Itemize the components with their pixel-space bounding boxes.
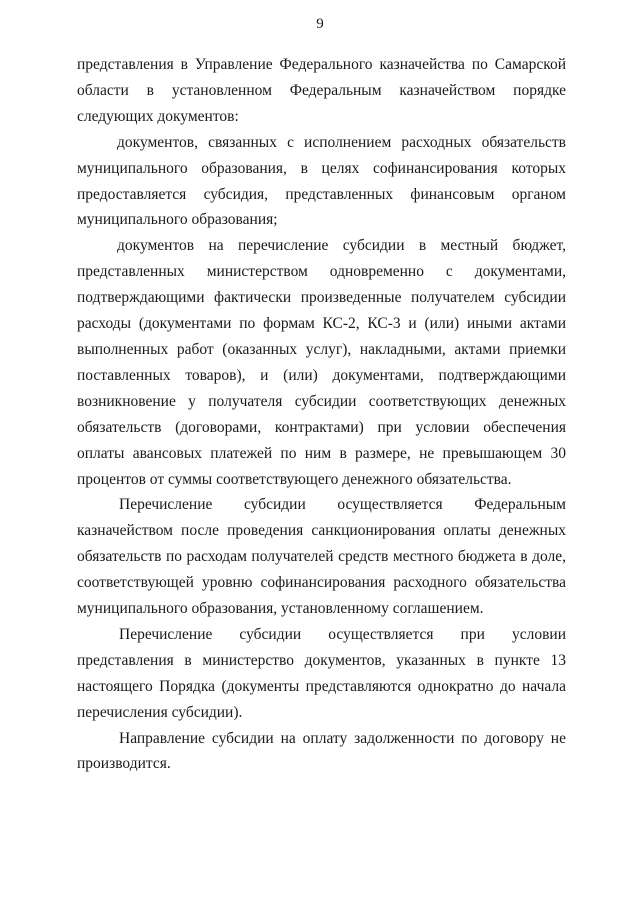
paragraph-treasury-transfer: Перечисление субсидии осуществляется Федеральным казначейством после проведения санкционирования оплаты денежных обязательств по расходам получателей средств местного бюджета в доле, соответствующей уровню софинансирования расходного обязательства муниципального образования, установленному соглашением. [77,496,566,618]
paragraph-documents-transfer: документов на перечисление субсидии в местный бюджет, представленных министерством одновременно с документами, подтверждающими фактически произведенные получателем субсидии расходы (документами по формам КС-2, КС-3 и (или) иными актами выполненных работ (оказанных услуг), накладными, актами приемки поставленных товаров), и (или) документами, подтверждающими возникновение у получателя субсидии соответствующих денежных обязательств (договорами, контрактами) при условии обеспечения оплаты авансовых платежей по ним в размере, не превышающем 30 процентов от суммы соответствующего денежного обязательства. [77,237,566,488]
paragraph-continuation: представления в Управление Федерального казначейства по Самарской области в установленном Федеральным казначейством порядке следующих документов: [77,56,566,125]
paragraph-debt-payment: Направление субсидии на оплату задолженности по договору не производится. [77,729,566,773]
page-number: 9 [316,16,324,32]
paragraph-documents-obligations: документов, связанных с исполнением расходных обязательств муниципального образования, в целях софинансирования которых предоставляется субсидия, представленных финансовым органом муниципального образования; [77,133,566,229]
document-body [77,52,566,777]
paragraph-transfer-condition: Перечисление субсидии осуществляется при условии представления в министерство документов, указанных в пункте 13 настоящего Порядка (документы представляются однократно до начала перечисления субсидии). [77,625,566,721]
